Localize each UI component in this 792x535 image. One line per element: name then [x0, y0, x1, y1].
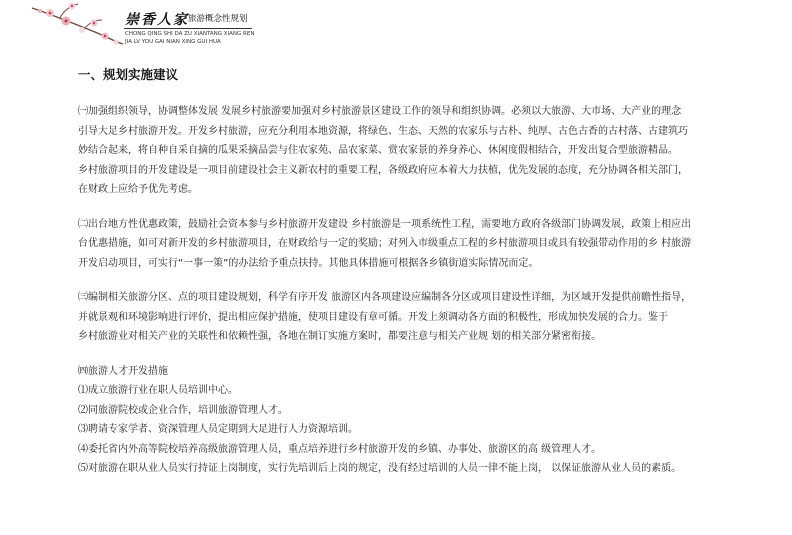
- list-item: ⑶聘请专家学者、资深管理人员定期到大足进行人力资源培训。: [78, 424, 358, 435]
- section-title: 一、规划实施建议: [78, 67, 179, 82]
- brand-logo-text: 崇香人家: [125, 12, 189, 28]
- paragraph-line: ㈢编制相关旅游分区、点的项目建设规划，科学有序开发 旅游区内各项建设应编制各分区或项目建设性详细，为区域开发提供前瞻性指导，: [78, 292, 692, 303]
- paragraph-line: ㈣旅游人才开发措施: [78, 365, 168, 377]
- paragraph-line: 乡村旅游业对相关产业的关联性和依赖性强，各地在制订实施方案时，都要注意与相关产业规 划的相关部分紧密衔接。: [78, 331, 602, 342]
- section-3: [78, 288, 728, 347]
- paragraph-line: 在财政上应给予优先考虑。: [78, 184, 198, 195]
- plum-blossom-branch-icon: [30, 0, 125, 48]
- list-item: ⑸对旅游在职从业人员实行持证上岗制度，实行先培训后上岗的规定，没有经过培训的人员一律不能上岗， 以保证旅游从业人员的素质。: [78, 463, 682, 474]
- section-4: [78, 362, 728, 479]
- pinyin-line-1: CHONG QING SHI DA ZU XIANTANG XIANG REN: [125, 31, 255, 37]
- paragraph-line: 引导大足乡村旅游开发。开发乡村旅游，应充分利用本地资源，将绿色、生态、天然的农家乐与古朴、纯厚、古色古香的古村落、古建筑巧: [78, 125, 688, 137]
- paragraph-gap: [78, 273, 728, 288]
- list-item: ⑴成立旅游行业在职人员培训中心。: [78, 385, 238, 396]
- header-pinyin: [125, 30, 254, 46]
- section-2: [78, 215, 728, 274]
- document-body: [78, 66, 728, 479]
- list-item: ⑷委托省内外高等院校培养高级旅游管理人员，重点培养进行乡村旅游开发的乡镇、办事处、旅游区的高 级管理人才。: [78, 443, 602, 455]
- paragraph-gap: [78, 200, 728, 215]
- list-item: ⑵同旅游院校或企业合作，培训旅游管理人才。: [78, 404, 288, 416]
- header-divider: [124, 28, 252, 29]
- paragraph-line: 乡村旅游项目的开发建设是一项目前建设社会主义新农村的重要工程，各级政府应本着大力扶植，优先发展的态度，充分协调各相关部门，: [78, 164, 688, 176]
- pinyin-line-2: JIA LV YOU GAI NIAN XING GUI HUA: [125, 39, 221, 45]
- paragraph-line: 并就景观和环境影响进行评价，提出相应保护措施，使项目建设有章可循。开发上须调动各方面的积极性，形成加快发展的合力。鉴于: [78, 311, 668, 323]
- paragraph-gap: [78, 347, 728, 362]
- paragraph-line: 妙结合起来，将自种自采自摘的瓜果采摘品尝与住农家苑、品农家菜、赏农家景的养身养心、休闲度假相结合，开发出复合型旅游精品。: [78, 145, 678, 156]
- paragraph-line: 开发启动项目，可实行“一事一策”的办法给予重点扶持。其他具体措施可根据各乡镇街道实际情况而定。: [78, 257, 539, 269]
- paragraph-line: ㈠加强组织领导，协调整体发展 发展乡村旅游要加强对乡村旅游景区建设工作的领导和组织协调。必须以大旅游、大市场、大产业的理念: [78, 106, 682, 117]
- header-subtitle: 旅游概念性规划: [188, 14, 248, 24]
- paragraph-line: ㈡出台地方性优惠政策，鼓励社会资本参与乡村旅游开发建设 乡村旅游是一项系统性工程，需要地方政府各级部门协调发展，政策上相应出: [78, 218, 692, 230]
- paragraph-line: 台优惠措施，如可对新开发的乡村旅游项目，在财政给与一定的奖励；对列入市级重点工程的乡村旅游项目或具有较强带动作用的乡 村旅游: [78, 238, 692, 249]
- section-1: [78, 102, 728, 200]
- page-header: [0, 0, 792, 50]
